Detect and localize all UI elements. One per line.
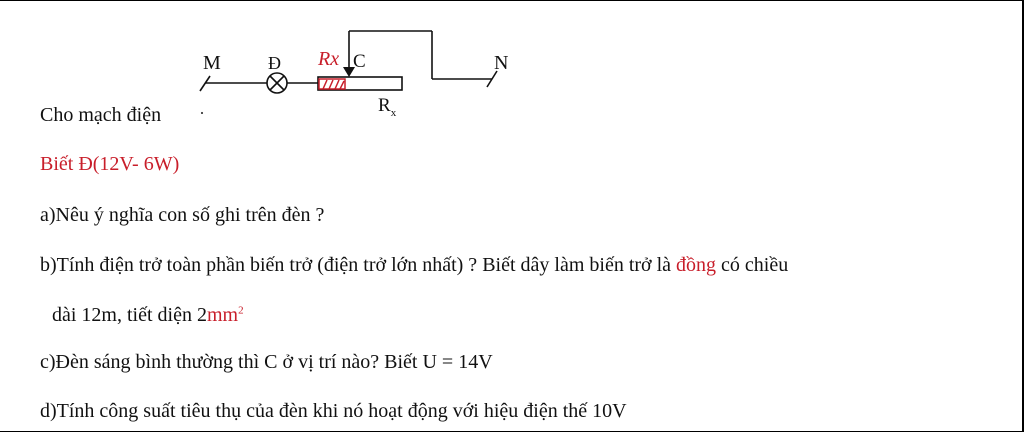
label-rx-handwritten: Rx — [318, 48, 340, 70]
label-c: C — [353, 51, 366, 72]
highlight-dong: đồng — [676, 254, 717, 276]
question-a: a)Nêu ý nghĩa con số ghi trên đèn ? — [40, 204, 325, 226]
label-n: N — [494, 52, 509, 74]
unit-mm2: $mm^2$ — [206, 304, 244, 326]
label-d: Đ — [268, 53, 281, 73]
question-d: d)Tính công suất tiêu thụ của đèn khi nó hoạt động với hiệu điện thế 10V — [40, 400, 627, 422]
question-b: b)Tính điện trở toàn phần biến trở (điện trở lớn nhất) ? Biết dây làm biến trở là đồng có chiều — [40, 254, 789, 276]
given-text: Biết Đ(12V- 6W) — [40, 153, 180, 175]
colon-dot: · — [199, 103, 205, 123]
intro-text: Cho mạch điện — [40, 104, 162, 126]
label-m: M — [203, 52, 221, 74]
question-b-line2: dài 12m, tiết diện $2mm^2$ — [52, 304, 244, 326]
question-c: c)Đèn sáng bình thường thì C ở vị trí nào? Biết U = 14V — [40, 351, 493, 373]
red-hatch-mark — [319, 79, 345, 89]
worksheet-page — [0, 1, 1022, 431]
label-rx-main: $R_x$ — [378, 95, 397, 119]
